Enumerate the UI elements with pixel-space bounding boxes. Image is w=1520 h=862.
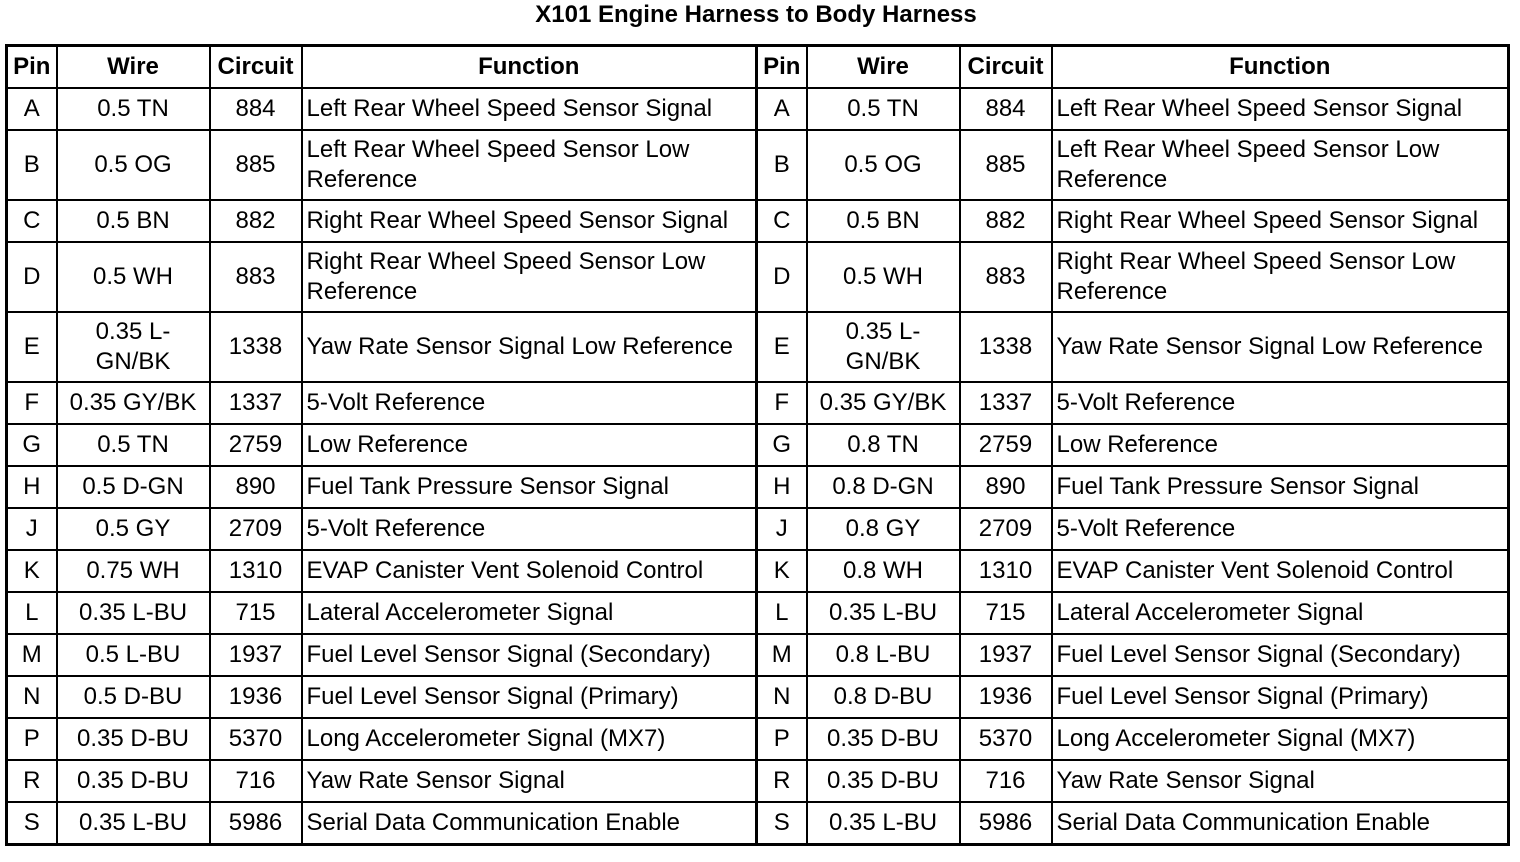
wire-cell-right: 0.8 L-BU (807, 634, 960, 676)
function-cell-right: Lateral Accelerometer Signal (1052, 592, 1509, 634)
circuit-cell-left: 5986 (210, 802, 302, 845)
function-cell-right: 5-Volt Reference (1052, 508, 1509, 550)
circuit-cell-right: 1338 (960, 312, 1052, 382)
wire-cell-right: 0.8 TN (807, 424, 960, 466)
pin-cell-right: J (757, 508, 807, 550)
function-cell-left: Fuel Level Sensor Signal (Secondary) (302, 634, 757, 676)
header-pin-right: Pin (757, 46, 807, 89)
table-row (7, 508, 1509, 550)
pin-cell-right: E (757, 312, 807, 382)
circuit-cell-right: 1937 (960, 634, 1052, 676)
table-row (7, 592, 1509, 634)
pin-cell-left: K (7, 550, 57, 592)
table-row (7, 634, 1509, 676)
function-cell-left: Fuel Level Sensor Signal (Primary) (302, 676, 757, 718)
function-cell-left: Right Rear Wheel Speed Sensor Low Reference (302, 242, 757, 312)
circuit-cell-left: 883 (210, 242, 302, 312)
table-title: X101 Engine Harness to Body Harness (535, 1, 977, 28)
circuit-cell-left: 5370 (210, 718, 302, 760)
circuit-cell-right: 2759 (960, 424, 1052, 466)
table-row (7, 802, 1509, 845)
function-cell-left: EVAP Canister Vent Solenoid Control (302, 550, 757, 592)
circuit-cell-right: 884 (960, 88, 1052, 130)
circuit-cell-left: 2759 (210, 424, 302, 466)
circuit-cell-left: 716 (210, 760, 302, 802)
header-row (7, 46, 1509, 89)
wire-cell-left: 0.5 GY (57, 508, 210, 550)
function-cell-right: Serial Data Communication Enable (1052, 802, 1509, 845)
function-cell-right: Left Rear Wheel Speed Sensor Low Reference (1052, 130, 1509, 200)
pin-cell-right: H (757, 466, 807, 508)
wire-cell-left: 0.35 L-BU (57, 802, 210, 845)
circuit-cell-left: 1337 (210, 382, 302, 424)
function-cell-left: Yaw Rate Sensor Signal Low Reference (302, 312, 757, 382)
function-cell-right: Low Reference (1052, 424, 1509, 466)
header-circuit-left: Circuit (210, 46, 302, 89)
pin-cell-right: R (757, 760, 807, 802)
function-cell-left: Left Rear Wheel Speed Sensor Low Reference (302, 130, 757, 200)
wire-cell-right: 0.35 L-BU (807, 592, 960, 634)
pin-cell-left: P (7, 718, 57, 760)
wire-cell-right: 0.8 D-BU (807, 676, 960, 718)
circuit-cell-right: 1936 (960, 676, 1052, 718)
wire-cell-right: 0.35 D-BU (807, 760, 960, 802)
function-cell-right: Right Rear Wheel Speed Sensor Signal (1052, 200, 1509, 242)
pin-cell-right: P (757, 718, 807, 760)
circuit-cell-left: 885 (210, 130, 302, 200)
wire-cell-left: 0.5 TN (57, 424, 210, 466)
pin-cell-left: H (7, 466, 57, 508)
circuit-cell-left: 2709 (210, 508, 302, 550)
table-row (7, 242, 1509, 312)
pin-cell-left: E (7, 312, 57, 382)
function-cell-right: Yaw Rate Sensor Signal Low Reference (1052, 312, 1509, 382)
wire-cell-right: 0.35 L-GN/BK (807, 312, 960, 382)
function-cell-left: Right Rear Wheel Speed Sensor Signal (302, 200, 757, 242)
pin-cell-right: N (757, 676, 807, 718)
function-cell-right: Fuel Tank Pressure Sensor Signal (1052, 466, 1509, 508)
circuit-cell-right: 1310 (960, 550, 1052, 592)
pin-cell-left: C (7, 200, 57, 242)
circuit-cell-right: 715 (960, 592, 1052, 634)
circuit-cell-left: 1936 (210, 676, 302, 718)
circuit-cell-left: 715 (210, 592, 302, 634)
pin-cell-right: F (757, 382, 807, 424)
circuit-cell-right: 2709 (960, 508, 1052, 550)
pin-cell-left: S (7, 802, 57, 845)
table-row (7, 760, 1509, 802)
wire-cell-left: 0.35 L-BU (57, 592, 210, 634)
wire-cell-left: 0.75 WH (57, 550, 210, 592)
function-cell-right: Left Rear Wheel Speed Sensor Signal (1052, 88, 1509, 130)
pin-cell-left: B (7, 130, 57, 200)
circuit-cell-left: 1937 (210, 634, 302, 676)
pin-cell-left: G (7, 424, 57, 466)
function-cell-right: Right Rear Wheel Speed Sensor Low Reference (1052, 242, 1509, 312)
wire-cell-left: 0.5 BN (57, 200, 210, 242)
pin-cell-right: G (757, 424, 807, 466)
circuit-cell-right: 1337 (960, 382, 1052, 424)
pin-cell-left: A (7, 88, 57, 130)
wire-cell-right: 0.8 D-GN (807, 466, 960, 508)
wire-cell-right: 0.5 BN (807, 200, 960, 242)
circuit-cell-left: 884 (210, 88, 302, 130)
wire-cell-right: 0.8 GY (807, 508, 960, 550)
function-cell-left: Fuel Tank Pressure Sensor Signal (302, 466, 757, 508)
circuit-cell-left: 890 (210, 466, 302, 508)
wire-cell-left: 0.5 L-BU (57, 634, 210, 676)
pin-cell-left: F (7, 382, 57, 424)
function-cell-left: Low Reference (302, 424, 757, 466)
wire-cell-left: 0.35 L-GN/BK (57, 312, 210, 382)
function-cell-left: Left Rear Wheel Speed Sensor Signal (302, 88, 757, 130)
function-cell-left: Serial Data Communication Enable (302, 802, 757, 845)
circuit-cell-left: 882 (210, 200, 302, 242)
wire-cell-right: 0.5 TN (807, 88, 960, 130)
table-row (7, 130, 1509, 200)
pin-cell-right: M (757, 634, 807, 676)
header-function-right: Function (1052, 46, 1509, 89)
table-row (7, 312, 1509, 382)
pin-cell-right: K (757, 550, 807, 592)
pin-cell-right: S (757, 802, 807, 845)
pinout-table (5, 44, 1510, 846)
function-cell-left: 5-Volt Reference (302, 382, 757, 424)
circuit-cell-right: 5370 (960, 718, 1052, 760)
function-cell-left: Lateral Accelerometer Signal (302, 592, 757, 634)
header-circuit-right: Circuit (960, 46, 1052, 89)
pin-cell-right: D (757, 242, 807, 312)
pin-cell-right: L (757, 592, 807, 634)
function-cell-left: Yaw Rate Sensor Signal (302, 760, 757, 802)
wire-cell-left: 0.5 D-BU (57, 676, 210, 718)
function-cell-right: EVAP Canister Vent Solenoid Control (1052, 550, 1509, 592)
wire-cell-right: 0.35 D-BU (807, 718, 960, 760)
function-cell-right: Long Accelerometer Signal (MX7) (1052, 718, 1509, 760)
pin-cell-left: M (7, 634, 57, 676)
wire-cell-right: 0.8 WH (807, 550, 960, 592)
wire-cell-left: 0.35 GY/BK (57, 382, 210, 424)
function-cell-left: 5-Volt Reference (302, 508, 757, 550)
table-row (7, 466, 1509, 508)
wire-cell-left: 0.35 D-BU (57, 760, 210, 802)
wire-cell-left: 0.5 TN (57, 88, 210, 130)
pin-cell-left: J (7, 508, 57, 550)
pin-cell-right: C (757, 200, 807, 242)
header-wire-right: Wire (807, 46, 960, 89)
circuit-cell-right: 716 (960, 760, 1052, 802)
table-row (7, 550, 1509, 592)
header-wire-left: Wire (57, 46, 210, 89)
circuit-cell-left: 1338 (210, 312, 302, 382)
pin-cell-left: N (7, 676, 57, 718)
wire-cell-left: 0.5 D-GN (57, 466, 210, 508)
wire-cell-left: 0.35 D-BU (57, 718, 210, 760)
function-cell-right: 5-Volt Reference (1052, 382, 1509, 424)
wire-cell-right: 0.35 GY/BK (807, 382, 960, 424)
circuit-cell-right: 885 (960, 130, 1052, 200)
function-cell-left: Long Accelerometer Signal (MX7) (302, 718, 757, 760)
table-row (7, 676, 1509, 718)
header-pin-left: Pin (7, 46, 57, 89)
pin-cell-right: B (757, 130, 807, 200)
table-row (7, 382, 1509, 424)
circuit-cell-right: 882 (960, 200, 1052, 242)
circuit-cell-right: 5986 (960, 802, 1052, 845)
table-row (7, 718, 1509, 760)
circuit-cell-right: 883 (960, 242, 1052, 312)
pin-cell-left: D (7, 242, 57, 312)
table-row (7, 424, 1509, 466)
function-cell-right: Fuel Level Sensor Signal (Primary) (1052, 676, 1509, 718)
function-cell-right: Yaw Rate Sensor Signal (1052, 760, 1509, 802)
pin-cell-left: R (7, 760, 57, 802)
pin-cell-right: A (757, 88, 807, 130)
function-cell-right: Fuel Level Sensor Signal (Secondary) (1052, 634, 1509, 676)
table-row (7, 200, 1509, 242)
circuit-cell-right: 890 (960, 466, 1052, 508)
table-row (7, 88, 1509, 130)
pin-cell-left: L (7, 592, 57, 634)
circuit-cell-left: 1310 (210, 550, 302, 592)
header-function-left: Function (302, 46, 757, 89)
wire-cell-right: 0.5 WH (807, 242, 960, 312)
wire-cell-left: 0.5 WH (57, 242, 210, 312)
wire-cell-left: 0.5 OG (57, 130, 210, 200)
wire-cell-right: 0.5 OG (807, 130, 960, 200)
wire-cell-right: 0.35 L-BU (807, 802, 960, 845)
